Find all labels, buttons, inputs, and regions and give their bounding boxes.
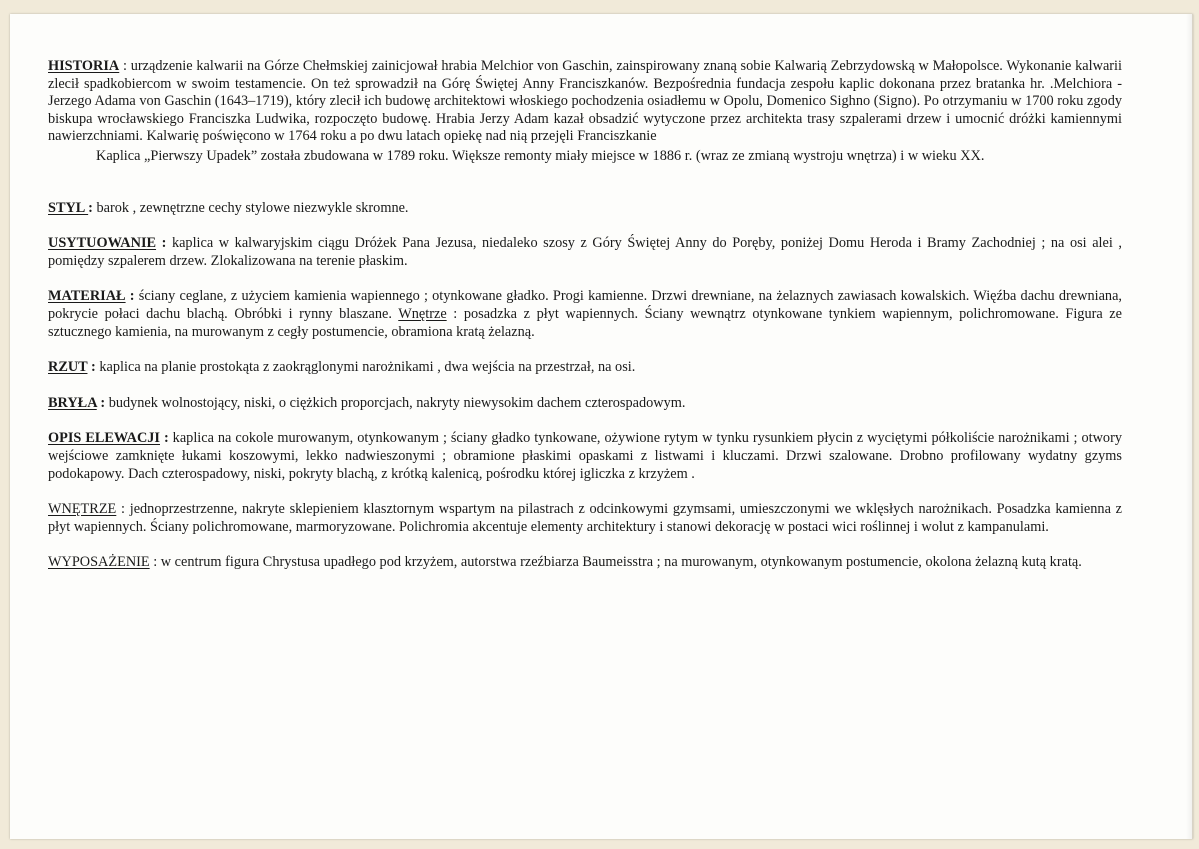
- separator: :: [149, 554, 161, 571]
- section-material: [48, 288, 1122, 341]
- wnetrze-text: jednoprzestrzenne, nakryte sklepieniem klasztornym wspartym na pilastrach z odcinkowymi gzymsami, umieszczonymi we wklęsłych narożnikach. Posadzka kamienna z płyt wapiennych. Ściany polichromowane, marmoryzowane. Polichromia akcentuje elementy architektury i stanowi dekorację w postaci wici roślinnej i wolut z kampanulami.: [48, 501, 1122, 535]
- section-historia: [48, 58, 1122, 146]
- document-body: [48, 58, 1122, 572]
- section-wnetrze: [48, 501, 1122, 536]
- section-historia-kaplica: [48, 148, 1122, 166]
- section-styl: [48, 200, 1122, 218]
- wyposazenie-text: w centrum figura Chrystusa upadłego pod krzyżem, autorstwa rzeźbiarza Baumeisstra ; na murowanym, otynkowanym postumencie, okolona żelazną kutą kratą.: [160, 554, 1082, 571]
- heading-usytuowanie: USYTUOWANIE: [48, 235, 157, 252]
- separator: :: [156, 235, 172, 252]
- heading-material: MATERIAŁ: [48, 288, 126, 305]
- section-opis-elewacji: [48, 430, 1122, 483]
- material-text-1: ściany ceglane, z użyciem kamienia wapiennego ; otynkowane gładko. Progi kamienne. Drzwi drewniane, na żelaznych zawiasach kowalskich. Więźba dachu drewniana, pokrycie połaci dachu blachą. Obróbki i rynny blaszane.: [48, 288, 1122, 322]
- historia-text: urządzenie kalwarii na Górze Chełmskiej zainicjował hrabia Melchior von Gaschin, zainspirowany znaną sobie Kalwarią Zebrzydowską w Małopolsce. Wykonanie kalwarii zlecił spadkobiercom w swoim testamencie. On też sprowadził na Górę Świętej Anny Franciszkanów. Bezpośrednia fundacja zespołu kaplic dokonana przez bratanka hr. .Melchiora - Jerzego Adama von Gaschin (1643–1719), który zlecił ich budowę architektowi włoskiego pochodzenia osiadłemu w Opolu, Domenico Sighno (Signo). Po otrzymaniu w 1700 roku zgody biskupa wrocławskiego Franciszka Ludwika, rozpoczęto budowę. Hrabia Jerzy Adam kazał obsadzić wytyczone przez architekta trasy szpalerami drzew i umocnić dróżki kamiennymi nawierzchniami. Kalwarię poświęcono w 1764 roku a po dwu latach opiekę nad nią przejęli Franciszkanie: [48, 58, 1122, 145]
- heading-styl: STYL: [48, 199, 89, 216]
- heading-opis-elewacji: OPIS ELEWACJI: [48, 430, 160, 447]
- separator: :: [96, 394, 109, 411]
- separator: :: [119, 58, 131, 74]
- paper-sheet: [10, 14, 1193, 839]
- section-usytuowanie: [48, 235, 1122, 270]
- section-bryla: [48, 395, 1122, 413]
- bryla-text: budynek wolnostojący, niski, o ciężkich proporcjach, nakryty niewysokim dachem czterospadowym.: [108, 394, 686, 411]
- sheet-edge-shadow: [1186, 14, 1192, 839]
- rzut-text: kaplica na planie prostokąta z zaokrąglonymi narożnikami , dwa wejścia na przestrzał, na osi.: [99, 359, 636, 376]
- separator: :: [87, 359, 100, 376]
- styl-text: barok , zewnętrzne cechy stylowe niezwykle skromne.: [96, 199, 409, 216]
- section-rzut: [48, 359, 1122, 377]
- heading-wyposazenie: WYPOSAŻENIE: [48, 554, 150, 571]
- usytuowanie-text: kaplica w kalwaryjskim ciągu Dróżek Pana Jezusa, niedaleko szosy z Góry Świętej Anny do Poręby, poniżej Domu Heroda i Bramy Zachodniej ; na osi alei , pomiędzy szpalerem drzew. Zlokalizowana na terenie płaskim.: [48, 235, 1122, 269]
- historia-kaplica-text: Kaplica „Pierwszy Upadek” została zbudowana w 1789 roku. Większe remonty miały miejsce w 1886 r. (wraz ze zmianą wystroju wnętrza) i w wieku XX.: [96, 147, 985, 164]
- heading-bryla: BRYŁA: [48, 394, 97, 411]
- separator: :: [125, 288, 139, 305]
- opis-elewacji-text: kaplica na cokole murowanym, otynkowanym ; ściany gładko tynkowane, ożywione rytym w tynku rysunkiem płycin z wyciętymi półkoliście narożnikami ; otwory wejściowe zamknięte łukami koszowymi, lekko nadwieszonymi ; obramione płaskimi opaskami z listwami i kluczami. Drzwi szalowane. Drobno profilowany wydatny gzyms podokapowy. Dach czterospadowy, niski, pokryty blachą, z krótką kalenicą, pośrodku której igliczka z krzyżem .: [48, 430, 1122, 482]
- separator: :: [160, 430, 173, 447]
- heading-rzut: RZUT: [48, 359, 88, 376]
- inline-heading-wnetrze: Wnętrze: [398, 305, 447, 322]
- separator: :: [88, 199, 97, 216]
- heading-historia: HISTORIA: [48, 58, 120, 74]
- section-wyposazenie: [48, 554, 1122, 572]
- material-text-2: : posadzka z płyt wapiennych. Ściany wewnątrz otynkowane tynkiem wapiennym, polichromowane. Figura ze sztucznego kamienia, na murowanym z cegły postumencie, obramiona kratą żelazną.: [48, 305, 1122, 340]
- separator: :: [116, 501, 130, 518]
- heading-wnetrze: WNĘTRZE: [48, 501, 117, 518]
